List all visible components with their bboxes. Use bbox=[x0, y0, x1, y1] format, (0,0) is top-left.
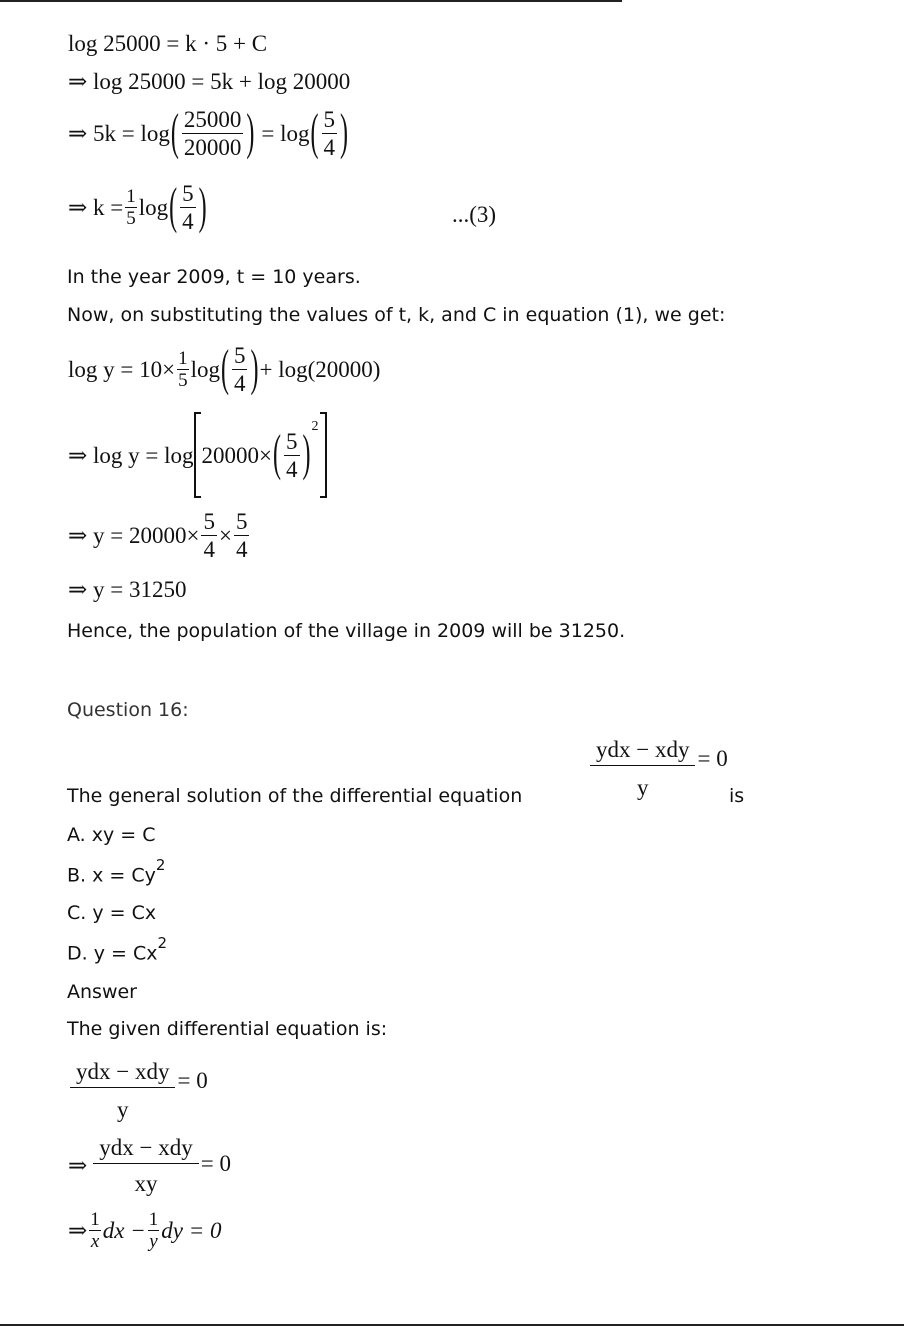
square-bracket bbox=[194, 412, 327, 498]
equation-text: ⇒ y = 20000× bbox=[68, 523, 200, 548]
question-title: Question 16: bbox=[67, 699, 189, 721]
denominator: 4 bbox=[235, 537, 248, 562]
fraction bbox=[177, 349, 189, 390]
solution-step-3 bbox=[68, 1210, 222, 1251]
equation-text: log bbox=[190, 357, 220, 382]
option-label: C. y = Cx bbox=[67, 902, 157, 924]
numerator: 5 bbox=[286, 428, 298, 454]
denominator: y bbox=[149, 1231, 158, 1252]
paragraph-year: In the year 2009, t = 10 years. bbox=[67, 266, 361, 288]
fraction bbox=[322, 108, 338, 159]
denominator: 4 bbox=[323, 135, 336, 160]
question-prompt: The general solution of the differential equation bbox=[67, 785, 523, 807]
fraction bbox=[234, 510, 250, 561]
paragraph-conclusion: Hence, the population of the village in 2009 will be 31250. bbox=[67, 620, 626, 642]
numerator: 1 bbox=[90, 1209, 100, 1230]
denominator: xy bbox=[134, 1171, 158, 1196]
denominator: 5 bbox=[126, 208, 136, 229]
solution-step-2 bbox=[68, 1136, 231, 1195]
fraction bbox=[590, 738, 695, 799]
top-rule bbox=[0, 0, 622, 2]
numerator: ydx − xdy bbox=[93, 1136, 198, 1164]
equation-text: = log bbox=[261, 121, 310, 146]
fraction bbox=[148, 1210, 160, 1251]
question-prompt-end: is bbox=[729, 785, 745, 807]
equation-line-7 bbox=[68, 510, 251, 561]
numerator: 25000 bbox=[183, 107, 242, 132]
denominator: 4 bbox=[233, 371, 246, 396]
solution-intro: The given differential equation is: bbox=[67, 1018, 388, 1040]
numerator: 1 bbox=[126, 186, 136, 207]
equation-text: = 0 bbox=[200, 1151, 231, 1176]
fraction bbox=[180, 182, 196, 233]
equation-text: ⇒ 5k = log bbox=[68, 121, 170, 146]
equation-line-1 bbox=[68, 32, 267, 55]
denominator: 4 bbox=[203, 537, 215, 562]
left-paren: ( bbox=[310, 106, 319, 161]
numerator: 5 bbox=[233, 343, 246, 368]
numerator: 5 bbox=[203, 509, 215, 534]
numerator: 5 bbox=[182, 181, 194, 206]
left-paren: ( bbox=[170, 106, 179, 161]
numerator: ydx − xdy bbox=[70, 1060, 175, 1088]
option-label: D. y = Cx bbox=[67, 942, 158, 965]
fraction bbox=[201, 510, 217, 561]
denominator: 4 bbox=[286, 456, 298, 482]
denominator: x bbox=[90, 1231, 100, 1252]
denominator: 20000 bbox=[183, 135, 242, 160]
exponent: 2 bbox=[311, 419, 319, 434]
equation-text: ⇒ y = 31250 bbox=[68, 577, 187, 602]
fraction bbox=[284, 430, 300, 481]
option-b[interactable] bbox=[67, 856, 166, 887]
left-paren: ( bbox=[220, 342, 229, 397]
equation-text: log bbox=[138, 195, 169, 220]
right-paren: ) bbox=[302, 427, 311, 483]
equation-text: log y = 10× bbox=[68, 357, 176, 382]
fraction bbox=[70, 1060, 175, 1121]
denominator: y bbox=[636, 775, 649, 800]
right-paren: ) bbox=[250, 342, 259, 397]
equation-text: × bbox=[218, 523, 232, 548]
equation-text: ⇒ log y = log bbox=[68, 442, 194, 468]
option-exponent: 2 bbox=[157, 934, 168, 952]
equation-tag bbox=[452, 203, 496, 226]
equation-text: + log(20000) bbox=[259, 357, 381, 382]
equation-text: ⇒ log 25000 = 5k + log 20000 bbox=[68, 69, 351, 94]
numerator: ydx − xdy bbox=[590, 738, 695, 766]
numerator: 5 bbox=[235, 509, 248, 534]
numerator: 1 bbox=[148, 1209, 159, 1230]
fraction bbox=[93, 1136, 198, 1195]
equation-line-6 bbox=[68, 412, 327, 498]
right-paren: ) bbox=[198, 180, 207, 235]
equation-text: = 0 bbox=[697, 746, 728, 771]
denominator: 4 bbox=[182, 209, 194, 234]
solution-step-1 bbox=[68, 1060, 208, 1121]
answer-label: Answer bbox=[67, 981, 137, 1003]
equation-number: ...(3) bbox=[452, 202, 497, 227]
equation-line-3 bbox=[68, 108, 349, 159]
equation-line-2 bbox=[68, 70, 350, 93]
denominator: 5 bbox=[178, 370, 188, 391]
right-paren: ) bbox=[246, 106, 255, 161]
option-c[interactable] bbox=[67, 904, 156, 923]
option-exponent: 2 bbox=[155, 856, 166, 874]
equation-text: ⇒ bbox=[68, 1153, 88, 1178]
equation-line-8 bbox=[68, 578, 187, 601]
fraction bbox=[232, 344, 248, 395]
equation-text: dy = 0 bbox=[161, 1218, 222, 1243]
bottom-rule bbox=[0, 1324, 904, 1326]
right-paren: ) bbox=[340, 106, 349, 161]
equation-text: ⇒ k = bbox=[68, 195, 124, 220]
equation-text: dx − bbox=[102, 1218, 146, 1243]
denominator: y bbox=[116, 1097, 129, 1122]
left-paren: ( bbox=[169, 180, 178, 235]
equation-line-5 bbox=[68, 344, 380, 395]
option-a[interactable] bbox=[67, 826, 156, 845]
equation-text: = 0 bbox=[177, 1068, 208, 1093]
question-equation bbox=[588, 738, 728, 799]
fraction bbox=[182, 108, 244, 159]
fraction bbox=[89, 1210, 101, 1251]
fraction bbox=[125, 187, 137, 228]
numerator: 5 bbox=[323, 107, 336, 132]
option-d[interactable] bbox=[67, 934, 168, 965]
equation-text: log 25000 = k · 5 + C bbox=[68, 31, 268, 56]
option-label: A. xy = C bbox=[67, 824, 156, 846]
paragraph-substitution: Now, on substituting the values of t, k, and C in equation (1), we get: bbox=[67, 304, 726, 326]
equation-line-4 bbox=[68, 182, 208, 233]
option-label: B. x = Cy bbox=[67, 864, 156, 887]
left-paren: ( bbox=[273, 427, 282, 483]
equation-text: 20000× bbox=[201, 442, 273, 468]
numerator: 1 bbox=[178, 348, 188, 369]
equation-text: ⇒ bbox=[68, 1218, 88, 1243]
